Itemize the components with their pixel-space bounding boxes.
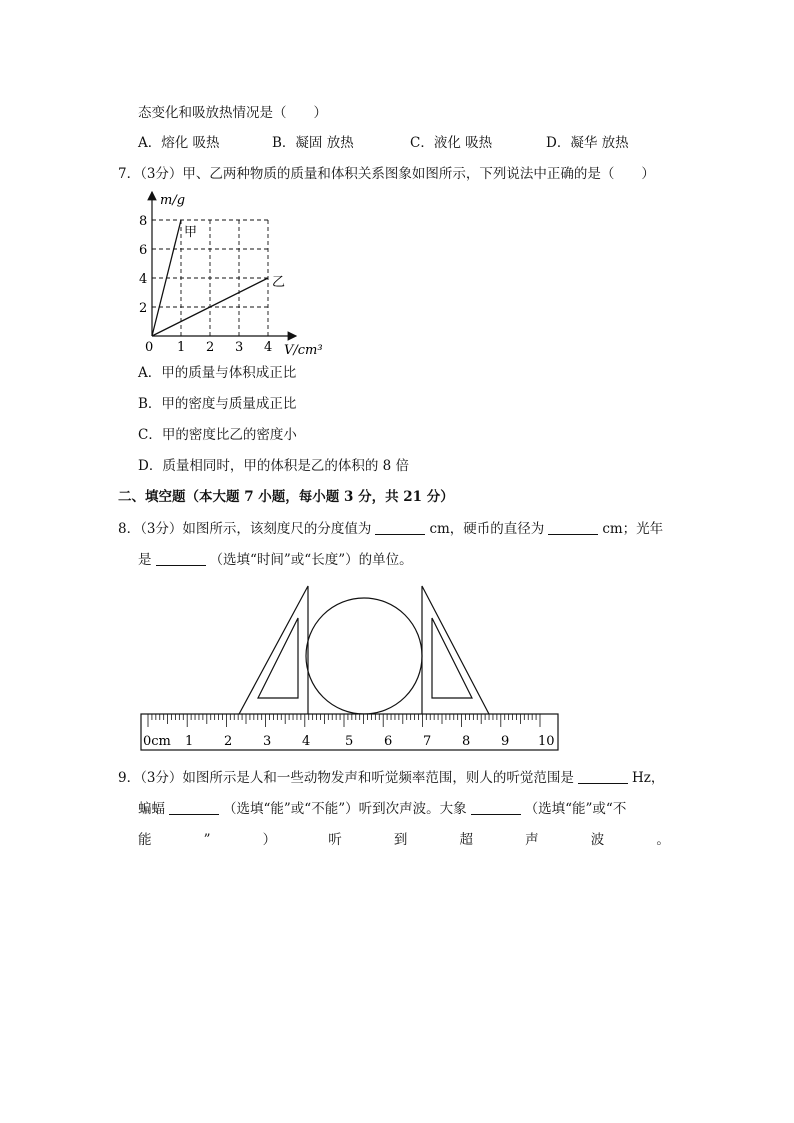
q9-char: 波: [590, 832, 605, 848]
q7-option-a: A．甲的质量与体积成正比: [138, 365, 297, 381]
coin: [306, 598, 422, 714]
q9-blank-1[interactable]: [578, 770, 628, 784]
x-tick-label: 2: [206, 340, 215, 355]
q7-stem: 7．（3分）甲、乙两种物质的质量和体积关系图象如图所示，下列说法中正确的是（ ）: [118, 166, 655, 182]
q8-text-a: 8．（3分）如图所示，该刻度尺的分度值为: [118, 521, 372, 537]
q9-char: 到: [393, 832, 408, 848]
q8-text-c: cm；光年: [602, 521, 664, 537]
y-tick-label: 8: [139, 214, 148, 229]
x-tick-label: 1: [177, 340, 186, 355]
q9-text-c: 蝙蝠: [138, 801, 165, 817]
x-tick-label: 3: [235, 340, 244, 355]
q9-char: 。: [656, 832, 670, 848]
q9-char: ”: [203, 832, 211, 848]
q7-option-d: D．质量相同时，甲的体积是乙的体积的 8 倍: [138, 458, 409, 474]
ruler-label-2: 2: [224, 734, 233, 749]
q6-option-d: D．凝华 放热: [546, 135, 629, 151]
y-tick-label: 6: [139, 243, 148, 258]
q7-option-b: B．甲的密度与质量成正比: [138, 396, 297, 412]
q9-char: 能: [138, 832, 152, 848]
ruler-label-9: 9: [501, 734, 510, 749]
q8-line2: [138, 551, 413, 569]
q9-text-d: （选填“能”或“不能”）听到次声波。大象: [223, 801, 467, 817]
q9-blank-3[interactable]: [471, 801, 521, 815]
ruler-label-4: 4: [302, 734, 311, 749]
q9-line3: [138, 831, 670, 849]
q8-text-b: cm，硬币的直径为: [429, 521, 545, 537]
ruler-label-7: 7: [423, 734, 432, 749]
q6-option-c: C．液化 吸热: [410, 135, 493, 151]
ruler-label-10: 10: [538, 734, 555, 749]
q8-blank-1[interactable]: [375, 521, 425, 535]
ruler-label-8: 8: [462, 734, 471, 749]
q9-char: 声: [525, 832, 539, 848]
x-axis-label: V/cm³: [284, 343, 323, 358]
q8-line1: [118, 520, 663, 538]
q8-text-e: （选填“时间”或“长度”）的单位。: [209, 552, 413, 568]
q9-char: 超: [459, 832, 474, 848]
section-heading: 二、填空题（本大题 7 小题，每小题 3 分，共 21 分）: [118, 489, 454, 505]
x-tick-label: 4: [264, 340, 273, 355]
graph-grid: [152, 220, 268, 336]
left-set-square-cutout: [258, 618, 298, 698]
series-label-yi: 乙: [272, 275, 286, 290]
ruler-label-3: 3: [263, 734, 272, 749]
mass-volume-graph: [134, 188, 334, 360]
ruler-label-0cm: 0cm: [143, 734, 171, 749]
q8-blank-2[interactable]: [548, 521, 598, 535]
right-set-square-cutout: [432, 618, 472, 698]
q6-option-a: A．熔化 吸热: [138, 135, 220, 151]
q8-text-d: 是: [138, 552, 152, 568]
q9-text-a: 9．（3分）如图所示是人和一些动物发声和听觉频率范围，则人的听觉范围是: [118, 770, 574, 786]
y-tick-label: 4: [139, 272, 148, 287]
ruler-label-6: 6: [384, 734, 393, 749]
q9-char: ）: [262, 832, 277, 848]
q9-line2: [138, 800, 626, 818]
q8-blank-3[interactable]: [156, 552, 206, 566]
q9-text-b: Hz，: [631, 770, 665, 786]
origin-label: 0: [145, 340, 154, 355]
series-label-jia: 甲: [184, 225, 198, 240]
ruler-label-5: 5: [345, 734, 354, 749]
q9-char: 听: [328, 832, 342, 848]
q6-stem-tail: 态变化和吸放热情况是（ ）: [138, 105, 327, 121]
y-axis-label: m/g: [160, 193, 186, 208]
q9-blank-2[interactable]: [169, 801, 219, 815]
q9-text-e: （选填“能”或“不: [524, 801, 627, 817]
y-tick-label: 2: [139, 301, 148, 316]
ruler-coin-figure: [138, 582, 568, 754]
q9-line1: [118, 769, 664, 787]
q7-option-c: C．甲的密度比乙的密度小: [138, 427, 297, 443]
ruler-label-1: 1: [185, 734, 194, 749]
q6-option-b: B．凝固 放热: [272, 135, 354, 151]
